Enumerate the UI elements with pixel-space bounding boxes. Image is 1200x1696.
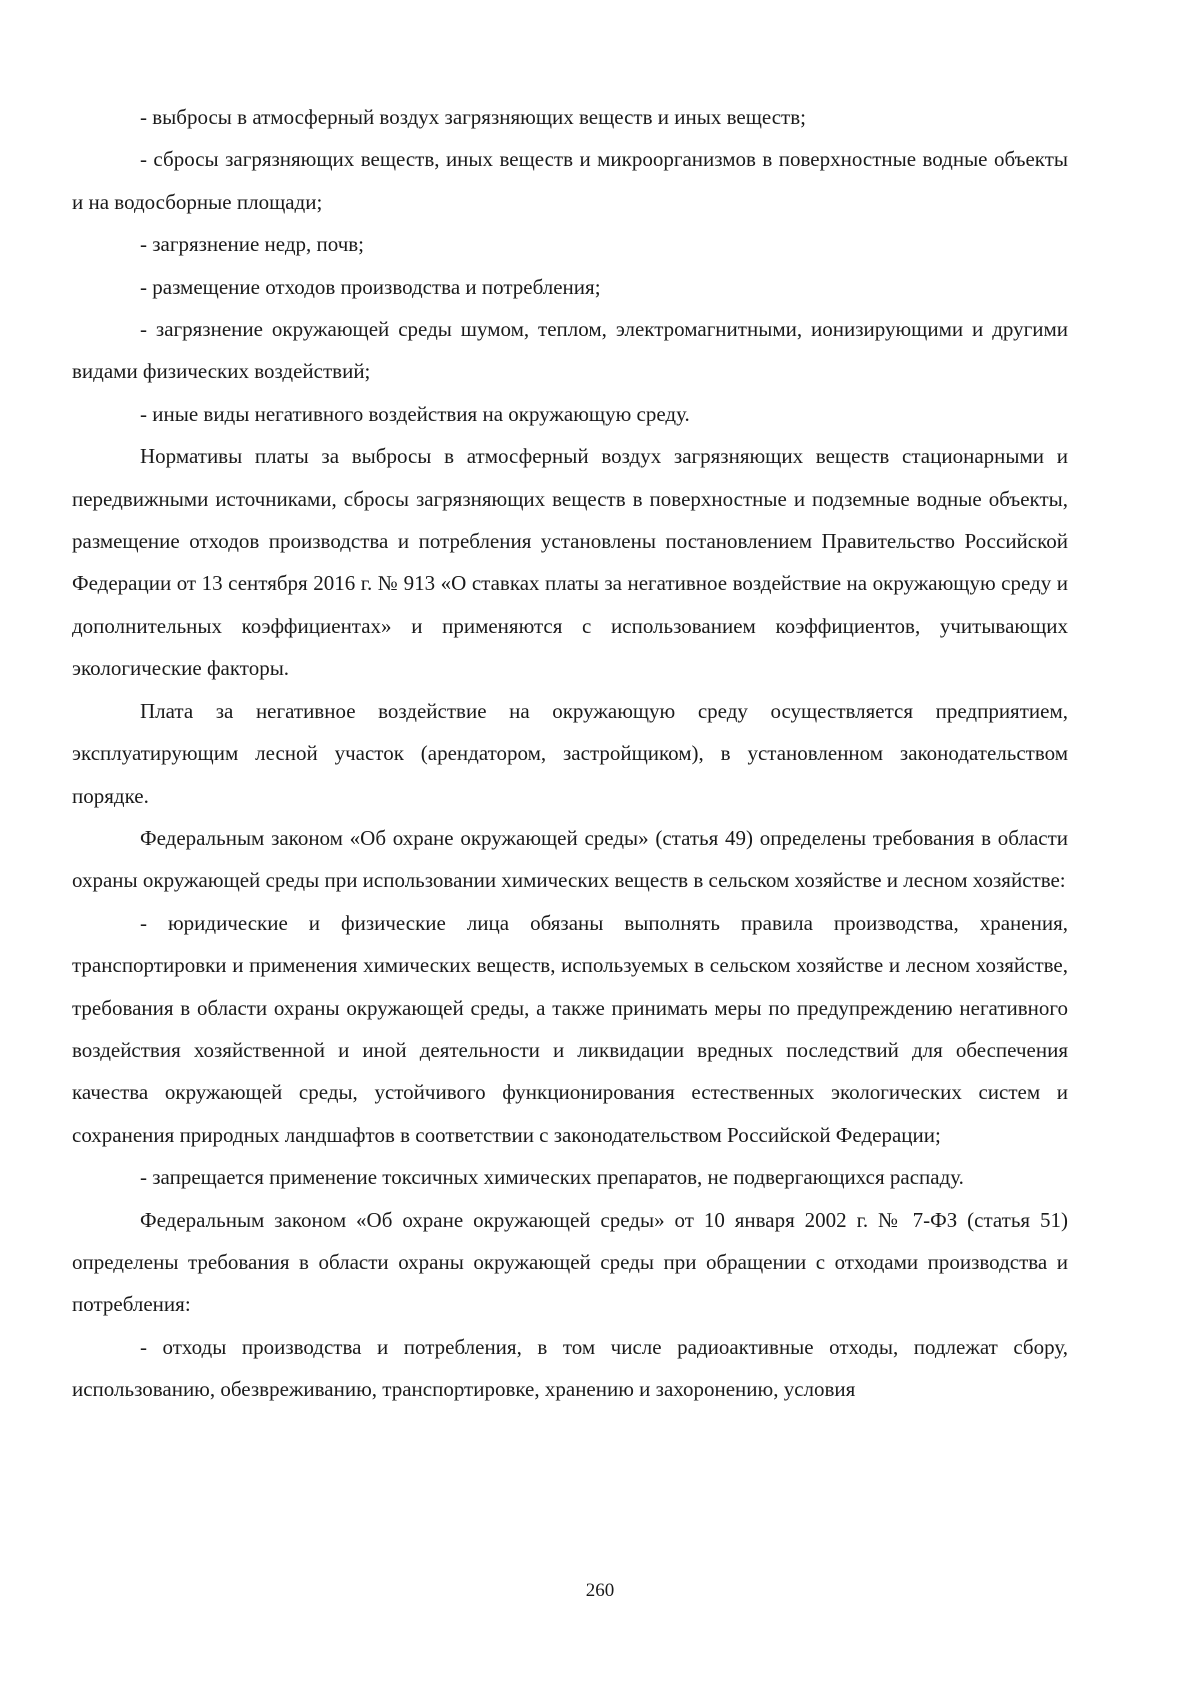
page-number: 260 [585,1580,615,1601]
paragraph-soil-pollution: - загрязнение недр, почв; [140,232,365,257]
paragraph-toxic-ban: - запрещается применение токсичных химических препаратов, не подвергающихся распаду. [140,1165,964,1190]
paragraph-discharges-water: - сбросы загрязняющих веществ, иных веществ и микроорганизмов в поверхностные водные объекты и на водосборные площади; [72,147,1068,214]
paragraph-payment-norms: Нормативы платы за выбросы в атмосферный воздух загрязняющих веществ стационарными и передвижными источниками, сбросы загрязняющих веществ в поверхностные и подземные водные объекты, размещение отходов производства и потребления установлены постановлением Правительство Российской Федерации от 13 сентября 2016 г. № 913 «О ставках платы за негативное воздействие на окружающую среду и дополнительных коэффициентах» и применяются с использованием коэффициентов, учитывающих экологические факторы. [72,444,1068,681]
paragraph-waste-handling: - отходы производства и потребления, в том числе радиоактивные отходы, подлежат сбору, использованию, обезвреживанию, транспортировке, хранению и захоронению, условия [72,1334,1068,1402]
paragraph-article-49: Федеральным законом «Об охране окружающей среды» (статья 49) определены требования в области охраны окружающей среды при использовании химических веществ в сельском хозяйстве и лесном хозяйстве: [72,825,1068,893]
paragraph-other-impacts: - иные виды негативного воздействия на окружающую среду. [140,401,690,426]
paragraph-article-51: Федеральным законом «Об охране окружающей среды» от 10 января 2002 г. № 7-ФЗ (статья 51) определены требования в области охраны окружающей среды при обращении с отходами производства и потребления: [72,1207,1068,1317]
paragraph-payment-responsibility: Плата за негативное воздействие на окружающую среду осуществляется предприятием, эксплуатирующим лесной участок (арендатором, застройщиком), в установленном законодательством порядке. [72,698,1068,808]
body-text [72,96,1068,1411]
paragraph-waste-placement: - размещение отходов производства и потребления; [140,274,601,299]
paragraph-chemical-obligations: - юридические и физические лица обязаны выполнять правила производства, хранения, транспортировки и применения химических веществ, используемых в сельском хозяйстве и лесном хозяйстве, требования в области охраны окружающей среды, а также принимать меры по предупреждению негативного воздействия хозяйственной и иной деятельности и ликвидации вредных последствий для обеспечения качества окружающей среды, устойчивого функционирования естественных экологических систем и сохранения природных ландшафтов в соответствии с законодательством Российской Федерации; [72,910,1068,1147]
paragraph-physical-impacts: - загрязнение окружающей среды шумом, теплом, электромагнитными, ионизирующими и другими видами физических воздействий; [72,317,1068,384]
paragraph-emissions-air: - выбросы в атмосферный воздух загрязняющих веществ и иных веществ; [140,105,806,129]
